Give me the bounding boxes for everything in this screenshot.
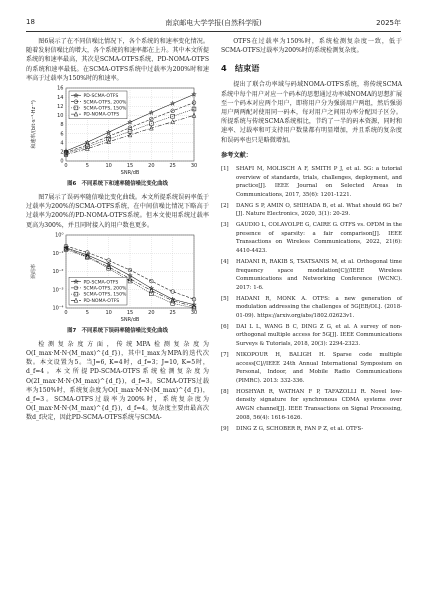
y-tick-label: 10⁻³	[52, 287, 64, 294]
fig7-discussion: 图7展示了误码率随信噪比变化曲线。本文所提系统误码率低于过载率为200%的SCMA-OTFS系统，在中间信噪比情况下略高于过载率为200%的PD-NOMA-OTFS系统。但本文使用系统过载率更高为300%，并且同时接入的用户数也更多。	[26, 194, 209, 229]
complexity-continued: OTFS在过载率为150%时，系统检测复杂度一致，低于SCMA-OTFS过载率为200%时的系统检测复杂度。	[221, 38, 402, 55]
legend-entry: PD-SCMA-OTFS	[83, 94, 119, 100]
legend-entry: PD-NOMA-OTFS	[83, 112, 120, 118]
y-tick-label: 8	[60, 122, 64, 129]
x-axis-label: SNR/dB	[120, 316, 140, 323]
reference-item	[221, 295, 402, 321]
reference-text: GAUDIO L, COLAVOLPE G, CAIRE G. OTFS vs. OFDM in the presence of sparsity: a fair comparison[J]. IEEE Transactions on Wireless Communications, 2022, 21(6): 4410-4423.	[236, 222, 402, 255]
y-axis-label: 和速率/(bit·s⁻¹·Hz⁻¹)	[31, 100, 37, 149]
legend-entry: PD-SCMA-OTFS	[83, 280, 119, 286]
reference-item	[221, 425, 402, 434]
references-title: 参考文献：	[221, 151, 252, 159]
legend-entry: SCMA-OTFS, 150%	[83, 106, 127, 112]
reference-text: DAI L L, WANG B C, DING Z G, et al. A survey of non-orthogonal multiple access for 5G[J]. IEEE Communications Surveys & Tutorials, 2018, 20(3): 2294-2323.	[236, 323, 402, 348]
reference-item	[221, 202, 402, 219]
figure-6	[26, 83, 209, 188]
complexity-discussion: 检测复杂度方面，传统MPA检测复杂度为O(I_max·M·N·(M_max)^{d_f})，其中I_max为MPA的迭代次数。本文设置为5。当J=6, K=4时，d_f=3；J=10, K=5时，d_f=4。本文所提PD-SCMA-OTFS系统检测复杂度为O(2I_max·M·N·(M_max)^{d_f})，d_f=3。SCMA-OTFS过载率为150%时，系统复杂度为O(I_max·M·N·(M_max)^{d_f})，d_f=3。SCMA-OTFS过载率为200%时，系统复杂度为O(I_max·M·N·(M_max)^{d_f})，d_f=4。复杂度主要由最高次数d_f决定，因此PD-SCMA-OTFS系统与SCMA-	[26, 340, 209, 422]
y-tick-label: 4	[60, 140, 64, 147]
y-tick-label: 10⁻⁴	[52, 305, 64, 312]
y-tick-label: 10⁰	[55, 232, 64, 239]
x-tick-label: 30	[190, 163, 198, 170]
reference-text: HADANI R, RAKIB S, TSATSANIS M, et al. Orthogonal time frequency space modulation[C]//IEEE Wireless Communications and Networking Conference (WCNC). 2017: 1-6.	[236, 258, 402, 291]
page-header	[26, 18, 401, 32]
x-tick-label: 30	[190, 309, 198, 316]
y-tick-label: 0	[60, 158, 64, 165]
left-column	[26, 37, 209, 423]
y-tick-label: 14	[57, 94, 64, 101]
x-tick-label: 5	[85, 163, 89, 170]
y-tick-label: 12	[57, 103, 64, 110]
reference-text: DANG S P, AMIN O, SHIHADA B, et al. What should 6G be?[J]. Nature Electronics, 2020, 3(1): 20-29.	[236, 202, 402, 218]
legend-entry: PD-NOMA-OTFS	[83, 298, 120, 304]
x-tick-label: 15	[126, 309, 134, 316]
reference-list	[221, 165, 402, 433]
x-tick-label: 20	[148, 163, 155, 170]
y-tick-label: 10⁻¹	[52, 250, 64, 257]
reference-text: HADANI R, MONK A. OTFS: a new generation of modulation addressing the challenges of 5G[EB/OL]. (2018-01-09). https://arxiv.org/abs/1802.02623v1.	[236, 295, 402, 320]
x-axis-label: SNR/dB	[120, 170, 140, 177]
sum-rate-chart	[26, 83, 209, 179]
y-axis-label: 误码率	[31, 263, 37, 279]
conclusion-text: 提出了联合功率域与码域NOMA-OTFS系统，将传统SCMA系统中每个用户对应一个码本的思想通过功率域NOMA的思想扩展至一个码本对应两个用户，即将用户分为强弱用户两组，然后强弱用户两两配对使用同一码本，每对用户之间用功率分配因子区分。所提系统与传统SCMA系统相比，节约了一半的码本资源，同时和速率、过载率和可支持用户数量都有明显增加，并且系统的复杂度和误码率也只是略微增加。	[221, 81, 402, 144]
journal-title: 南京邮电大学学报(自然科学版)	[165, 19, 262, 27]
reference-item	[221, 221, 402, 256]
right-column	[221, 37, 402, 435]
reference-number: [2]	[221, 202, 229, 209]
x-tick-label: 15	[126, 163, 134, 170]
legend-entry: SCMA-OTFS, 200%	[83, 286, 127, 292]
y-tick-label: 2	[60, 149, 64, 156]
x-tick-label: 0	[64, 309, 68, 316]
reference-text: SHAFI M, MOLISCH A F, SMITH P J, et al. 5G: a tutorial overview of standards, trials, challenges, deployment, and practice[J]. IEEE Journal on Selected Areas in Communications, 2017, 35(6): 1201-1221.	[236, 165, 402, 198]
legend-entry: SCMA-OTFS, 150%	[83, 292, 127, 298]
y-tick-label: 6	[60, 131, 64, 138]
fig6-discussion: 图6展示了在不同信噪比情况下，各个系统的和速率变化情况。随着发射信噪比的增大，各个系统的和速率都在上升。其中本文所提系统的和速率最高，其次是SCMA-OTFS系统、PD-NOMA-OTFS的系统和速率最低。在SCMA-OTFS系统中过载率为200%时和速率高于过载率为150%时的和速率。	[26, 38, 209, 82]
legend-entry: SCMA-OTFS, 200%	[83, 100, 127, 106]
reference-text: NIKOPOUR H, BALIGH H. Sparse code multiple access[C]//IEEE 24th Annual International Symposium on Personal, Indoor, and Mobile Radio Communications (PIMRC). 2013: 332-336.	[236, 351, 402, 384]
ber-chart	[26, 230, 209, 326]
y-tick-label: 10⁻²	[52, 269, 64, 276]
reference-item	[221, 323, 402, 349]
y-tick-label: 10	[57, 113, 64, 120]
reference-text: DING Z G, SCHOBER R, FAN P Z, et al. OTFS-	[236, 425, 364, 432]
reference-item	[221, 165, 402, 200]
reference-number: [5]	[221, 295, 229, 302]
reference-number: [9]	[221, 425, 229, 432]
reference-item	[221, 388, 402, 423]
reference-number: [7]	[221, 351, 229, 358]
x-tick-label: 25	[169, 309, 176, 316]
reference-number: [6]	[221, 323, 229, 330]
reference-number: [3]	[221, 222, 229, 229]
figure-7-caption: 图7 不同系统下误码率随信噪比变化曲线	[67, 327, 168, 334]
figure-7	[26, 230, 209, 335]
reference-text: HOSHYAR R, WATHAN F P, TAFAZOLLI R. Novel low-density signature for synchronous CDMA systems over AWGN channel[J]. IEEE Transactions on Signal Processing, 2008, 56(4): 1616-1626.	[236, 388, 402, 421]
x-tick-label: 20	[148, 309, 155, 316]
reference-item	[221, 351, 402, 386]
section-conclusion-title: 4 结束语	[221, 63, 260, 74]
reference-number: [8]	[221, 388, 229, 395]
x-tick-label: 10	[105, 309, 112, 316]
y-tick-label: 16	[57, 85, 64, 92]
figure-6-caption: 图6 不同系统下和速率随信噪比变化曲线	[67, 181, 168, 188]
x-tick-label: 5	[85, 309, 89, 316]
x-tick-label: 10	[105, 163, 112, 170]
header-rule	[26, 31, 401, 32]
x-tick-label: 25	[169, 163, 176, 170]
reference-number: [4]	[221, 258, 229, 265]
reference-item	[221, 258, 402, 293]
reference-number: [1]	[221, 165, 229, 172]
journal-year: 2025年	[376, 19, 401, 27]
x-tick-label: 0	[64, 163, 68, 170]
page-number: 18	[26, 18, 35, 26]
